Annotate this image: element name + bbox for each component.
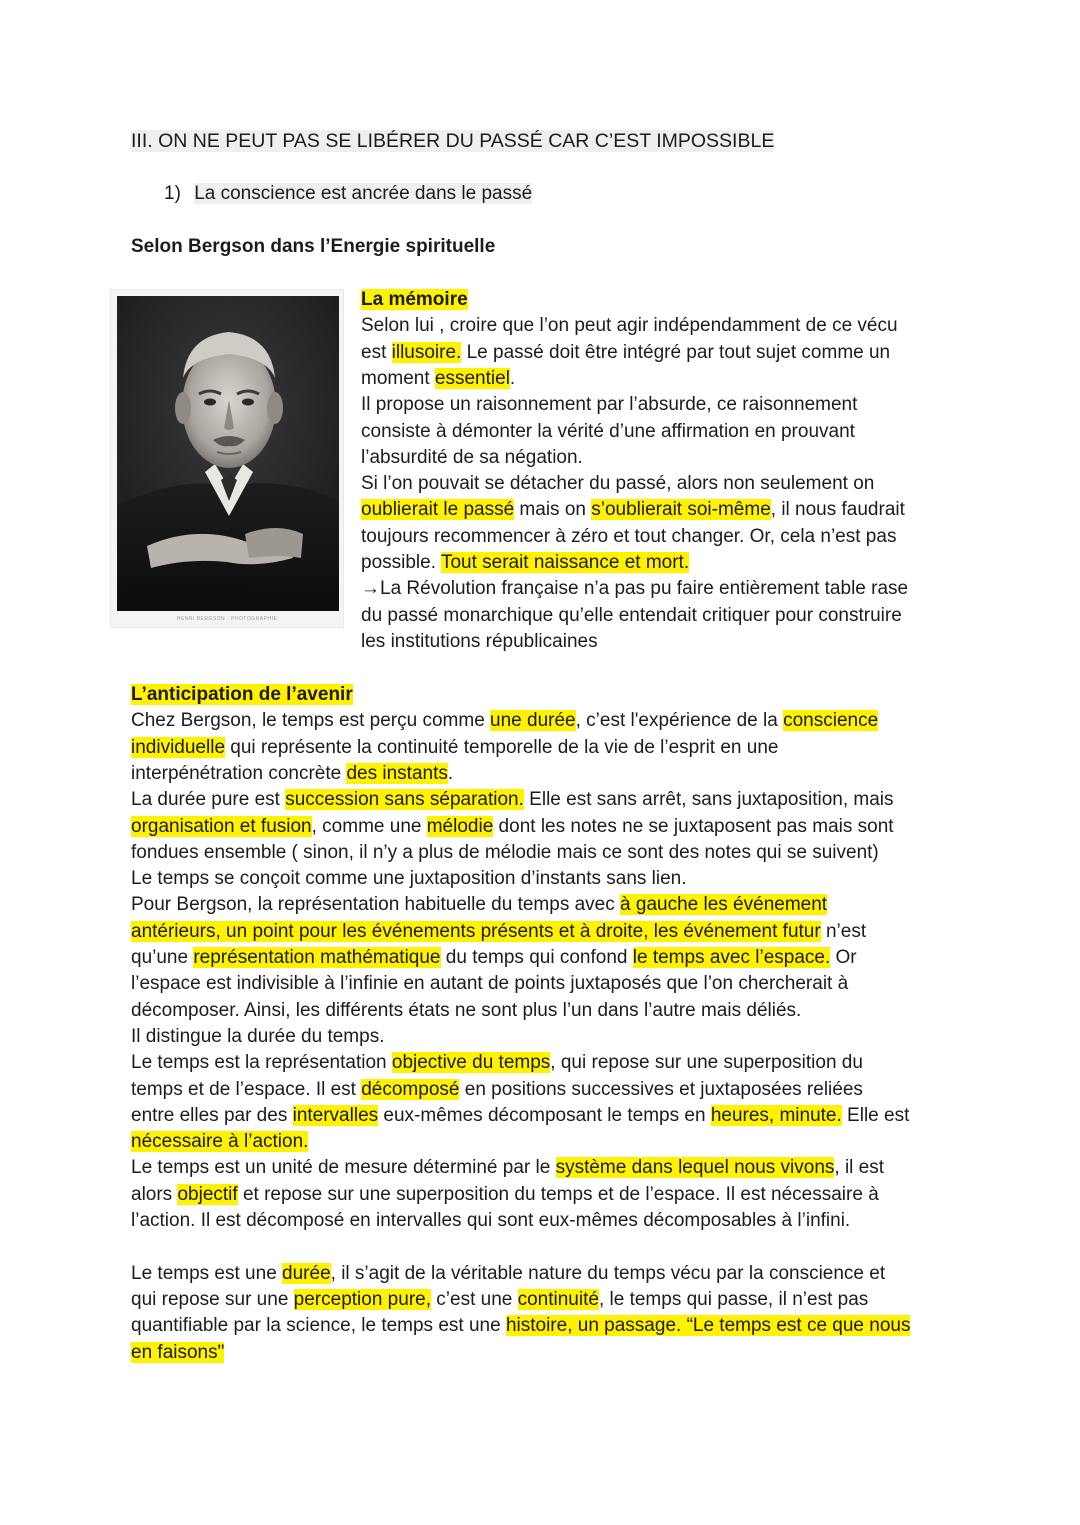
text-line <box>131 1129 308 1155</box>
text-line <box>131 1024 385 1050</box>
text-segment: décomposer. Ainsi, les différents états ne sont plus l’un dans l’autre mais déliés. <box>131 999 802 1021</box>
text-segment: Le temps est une <box>131 1262 283 1284</box>
bergson-portrait <box>110 289 344 628</box>
text-line <box>361 419 855 445</box>
text-segment: les institutions républicaines <box>361 630 598 652</box>
highlighted-text: à gauche les événement <box>620 894 828 916</box>
text-line <box>131 892 827 918</box>
text-segment: , il est <box>834 1157 885 1179</box>
portrait-credit: HENRI BERGSON · PHOTOGRAPHIE <box>176 616 278 622</box>
text-segment: qui représente la continuité temporelle de la vie de l’esprit en une <box>225 736 779 758</box>
highlighted-text: histoire, un passage. “Le temps est ce que nous <box>505 1315 911 1337</box>
text-segment: , comme une <box>311 815 427 837</box>
highlighted-text: continuité <box>517 1288 599 1310</box>
text-segment: possible. <box>361 552 441 573</box>
highlighted-text: une durée <box>490 710 576 732</box>
highlighted-text: objectif <box>177 1183 238 1205</box>
text-line <box>361 524 896 550</box>
highlighted-text: objective du temps <box>391 1052 551 1074</box>
text-line <box>131 840 879 866</box>
text-line <box>131 814 894 840</box>
highlighted-text: illusoire. <box>391 341 462 363</box>
highlighted-text: le temps avec l’espace. <box>632 947 831 968</box>
text-line <box>131 1077 863 1103</box>
text-segment: Il propose un raisonnement par l’absurde, ce raisonnement <box>361 394 858 416</box>
text-line <box>361 471 874 497</box>
highlighted-text: individuelle <box>131 736 226 758</box>
text-segment: Si l’on pouvait se détacher du passé, alors non seulement on <box>361 473 875 495</box>
text-segment: Or <box>830 947 857 968</box>
text-line <box>131 708 878 734</box>
text-line <box>361 445 583 471</box>
text-segment: , c’est l'expérience de la <box>575 710 784 732</box>
highlighted-text: antérieurs, un point pour les événements présents et à droite, les événement futur <box>131 920 821 942</box>
text-segment: Le temps est un unité de mesure déterminé par le <box>131 1157 556 1179</box>
text-line <box>131 945 857 971</box>
text-line <box>361 576 908 602</box>
text-segment: eux-mêmes décomposant le temps en <box>378 1104 711 1126</box>
highlighted-text: intervalles <box>292 1104 379 1126</box>
text-segment: qui repose sur une <box>131 1288 294 1310</box>
text-segment: n’est <box>820 920 867 942</box>
text-segment: . <box>447 762 454 784</box>
anticipation-heading: L’anticipation de l’avenir <box>131 684 353 705</box>
text-segment: interpénétration concrète <box>131 762 347 784</box>
text-line <box>131 971 848 997</box>
text-segment: du temps qui confond <box>440 947 633 968</box>
text-line <box>361 603 902 629</box>
text-segment: mais on <box>514 499 592 521</box>
highlighted-text: décomposé <box>361 1078 460 1100</box>
highlighted-text: des instants <box>346 762 448 784</box>
text-line <box>131 919 866 945</box>
text-line <box>131 1182 879 1208</box>
text-segment: , qui repose sur une superposition du <box>550 1052 863 1074</box>
text-line <box>361 392 857 418</box>
text-segment: Le temps est la représentation <box>131 1052 392 1074</box>
highlighted-text: essentiel <box>434 367 510 389</box>
text-segment: →La Révolution française n’a pas pu faire entièrement table rase <box>361 578 909 600</box>
text-segment: Le temps se conçoit comme une juxtaposition d’instants sans lien. <box>131 868 687 890</box>
highlighted-text: Tout serait naissance et mort. <box>440 552 690 573</box>
highlighted-text: système dans lequel nous vivons <box>555 1157 835 1179</box>
highlighted-text: conscience <box>783 710 879 732</box>
text-segment: et repose sur une superposition du temps et de l’espace. Il est nécessaire à <box>237 1183 879 1205</box>
text-segment: Elle est sans arrêt, sans juxtaposition, mais <box>523 789 894 811</box>
text-segment: , le temps qui passe, il n’est pas <box>598 1288 869 1310</box>
highlighted-text: organisation et fusion <box>131 815 312 837</box>
portrait-photo-image <box>117 296 339 611</box>
text-segment: temps et de l’espace. Il est <box>131 1078 362 1100</box>
author-heading: Selon Bergson dans l’Energie spirituelle <box>131 236 496 257</box>
text-segment: l’action. Il est décomposé en intervalles qui sont eux-mêmes décomposables à l’infini. <box>131 1210 851 1231</box>
highlighted-text: perception pure, <box>293 1288 431 1310</box>
text-line <box>131 866 687 892</box>
text-segment: , il nous faudrait <box>770 499 905 521</box>
text-segment: l’absurdité de sa négation. <box>361 446 583 468</box>
highlighted-text: représentation mathématique <box>193 947 441 968</box>
text-line <box>361 340 890 366</box>
text-segment: La durée pure est <box>131 789 286 811</box>
highlighted-text: durée <box>282 1262 331 1284</box>
text-segment: entre elles par des <box>131 1104 293 1126</box>
text-segment: . <box>509 367 516 389</box>
text-segment: alors <box>131 1183 178 1205</box>
subsection-title: La conscience est ancrée dans le passé <box>194 183 533 204</box>
subsection-number: 1) <box>164 183 181 204</box>
text-line <box>131 735 778 761</box>
text-segment: en positions successives et juxtaposées reliées <box>459 1078 863 1100</box>
highlighted-text: en faisons" <box>131 1341 225 1363</box>
highlighted-text: heures, minute. <box>710 1104 842 1126</box>
highlighted-text: s’oublierait soi-même <box>591 499 771 521</box>
text-segment: Le passé doit être intégré par tout sujet comme un <box>461 341 891 363</box>
text-segment: du passé monarchique qu’elle entendait critiquer pour construire <box>361 604 902 626</box>
text-segment: consiste à démonter la vérité d’une affirmation en prouvant <box>361 420 855 442</box>
text-line <box>131 1155 884 1181</box>
text-segment: quantifiable par la science, le temps est une <box>131 1315 506 1337</box>
text-line <box>131 1261 885 1287</box>
text-line <box>131 1050 863 1076</box>
text-segment: c’est une <box>431 1288 518 1310</box>
text-line <box>361 629 598 655</box>
text-segment: est <box>361 341 392 363</box>
text-segment: , il s’agit de la véritable nature du temps vécu par la conscience et <box>330 1262 886 1284</box>
section-title <box>131 130 774 153</box>
text-line <box>131 761 453 787</box>
text-line <box>131 998 801 1024</box>
text-segment: moment <box>361 367 435 389</box>
text-line <box>131 1287 868 1313</box>
text-segment: Il distingue la durée du temps. <box>131 1025 385 1047</box>
text-segment: toujours recommencer à zéro et tout changer. Or, cela n’est pas <box>361 525 897 547</box>
memoire-heading: La mémoire <box>361 289 468 310</box>
text-line <box>131 787 894 813</box>
text-line <box>361 550 689 576</box>
text-segment: qu’une <box>131 947 194 968</box>
text-segment: Selon lui , croire que l’on peut agir indépendamment de ce vécu <box>361 315 898 337</box>
highlighted-text: mélodie <box>426 815 494 837</box>
highlighted-text: succession sans séparation. <box>285 789 524 811</box>
text-segment: dont les notes ne se juxtaposent pas mais sont <box>493 815 894 837</box>
highlighted-text: oublierait le passé <box>361 499 515 521</box>
text-segment: Pour Bergson, la représentation habituelle du temps avec <box>131 894 621 916</box>
text-line <box>361 366 515 392</box>
text-line <box>131 1340 224 1366</box>
text-line <box>131 1208 850 1234</box>
text-segment: l’espace est indivisible à l’infinie en autant de points juxtaposés que l’on chercherait à <box>131 973 849 995</box>
text-segment: Chez Bergson, le temps est perçu comme <box>131 710 491 732</box>
text-segment: fondues ensemble ( sinon, il n’y a plus de mélodie mais ce sont des notes qui se suivent) <box>131 841 879 863</box>
text-line <box>361 497 905 523</box>
text-line <box>361 313 898 339</box>
highlighted-text: nécessaire à l’action. <box>131 1131 309 1153</box>
text-line <box>131 1103 909 1129</box>
subsection-heading <box>164 183 532 205</box>
text-segment: Elle est <box>841 1104 910 1126</box>
text-line <box>131 1313 910 1339</box>
section-title-text: III. ON NE PEUT PAS SE LIBÉRER DU PASSÉ CAR C’EST IMPOSSIBLE <box>131 130 775 152</box>
